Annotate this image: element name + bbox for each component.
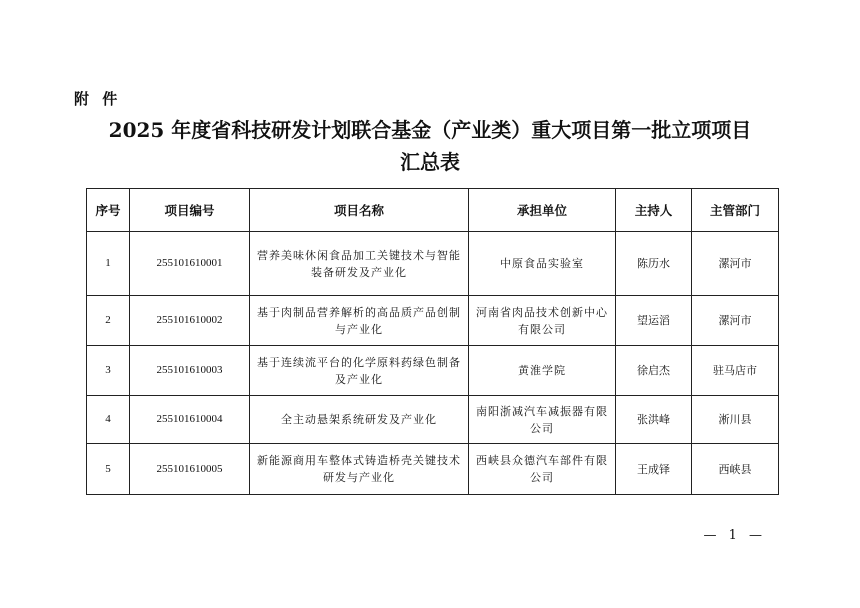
- header-supervising-dept: 主管部门: [692, 189, 779, 232]
- project-summary-table: [86, 188, 779, 495]
- cell-project-name: 基于连续流平台的化学原料药绿色制备及产业化: [250, 346, 469, 396]
- cell-project-leader: 王成铎: [616, 444, 692, 495]
- cell-serial-number: 2: [87, 296, 130, 346]
- cell-project-leader: 徐启杰: [616, 346, 692, 396]
- cell-supervising-dept: 漯河市: [692, 232, 779, 296]
- cell-project-name: 基于肉制品营养解析的高品质产品创制与产业化: [250, 296, 469, 346]
- cell-project-leader: 张洪峰: [616, 396, 692, 444]
- cell-supervising-dept: 西峡县: [692, 444, 779, 495]
- cell-project-code: 255101610003: [130, 346, 250, 396]
- cell-project-name: 营养美味休闲食品加工关键技术与智能装备研发及产业化: [250, 232, 469, 296]
- header-project-code: 项目编号: [130, 189, 250, 232]
- attachment-label: 附 件: [74, 90, 122, 108]
- header-serial-number: 序号: [87, 189, 130, 232]
- cell-project-code: 255101610002: [130, 296, 250, 346]
- cell-project-name: 新能源商用车整体式铸造桥壳关键技术研发与产业化: [250, 444, 469, 495]
- table-row: [87, 232, 779, 296]
- cell-undertaking-unit: 西峡县众德汽车部件有限公司: [469, 444, 616, 495]
- cell-undertaking-unit: 黄淮学院: [469, 346, 616, 396]
- page-number: — 1 —: [703, 528, 766, 543]
- header-undertaking-unit: 承担单位: [469, 189, 616, 232]
- cell-project-code: 255101610001: [130, 232, 250, 296]
- cell-project-name: 全主动悬架系统研发及产业化: [250, 396, 469, 444]
- cell-serial-number: 4: [87, 396, 130, 444]
- cell-undertaking-unit: 南阳浙减汽车减振器有限公司: [469, 396, 616, 444]
- table-row: [87, 346, 779, 396]
- title-line-1: 2025 年度省科技研发计划联合基金（产业类）重大项目第一批立项项目: [108, 118, 752, 142]
- cell-serial-number: 5: [87, 444, 130, 495]
- cell-undertaking-unit: 河南省肉品技术创新中心有限公司: [469, 296, 616, 346]
- cell-undertaking-unit: 中原食品实验室: [469, 232, 616, 296]
- header-project-leader: 主持人: [616, 189, 692, 232]
- cell-project-leader: 陈历水: [616, 232, 692, 296]
- cell-project-leader: 望运滔: [616, 296, 692, 346]
- table-row: [87, 396, 779, 444]
- header-project-name: 项目名称: [250, 189, 469, 232]
- cell-serial-number: 1: [87, 232, 130, 296]
- cell-supervising-dept: 漯河市: [692, 296, 779, 346]
- table-row: [87, 444, 779, 495]
- document-title: [40, 114, 820, 178]
- table-header-row: [87, 189, 779, 232]
- cell-supervising-dept: 驻马店市: [692, 346, 779, 396]
- title-line-2: 汇总表: [400, 150, 460, 174]
- cell-project-code: 255101610004: [130, 396, 250, 444]
- cell-project-code: 255101610005: [130, 444, 250, 495]
- cell-serial-number: 3: [87, 346, 130, 396]
- cell-supervising-dept: 淅川县: [692, 396, 779, 444]
- table-row: [87, 296, 779, 346]
